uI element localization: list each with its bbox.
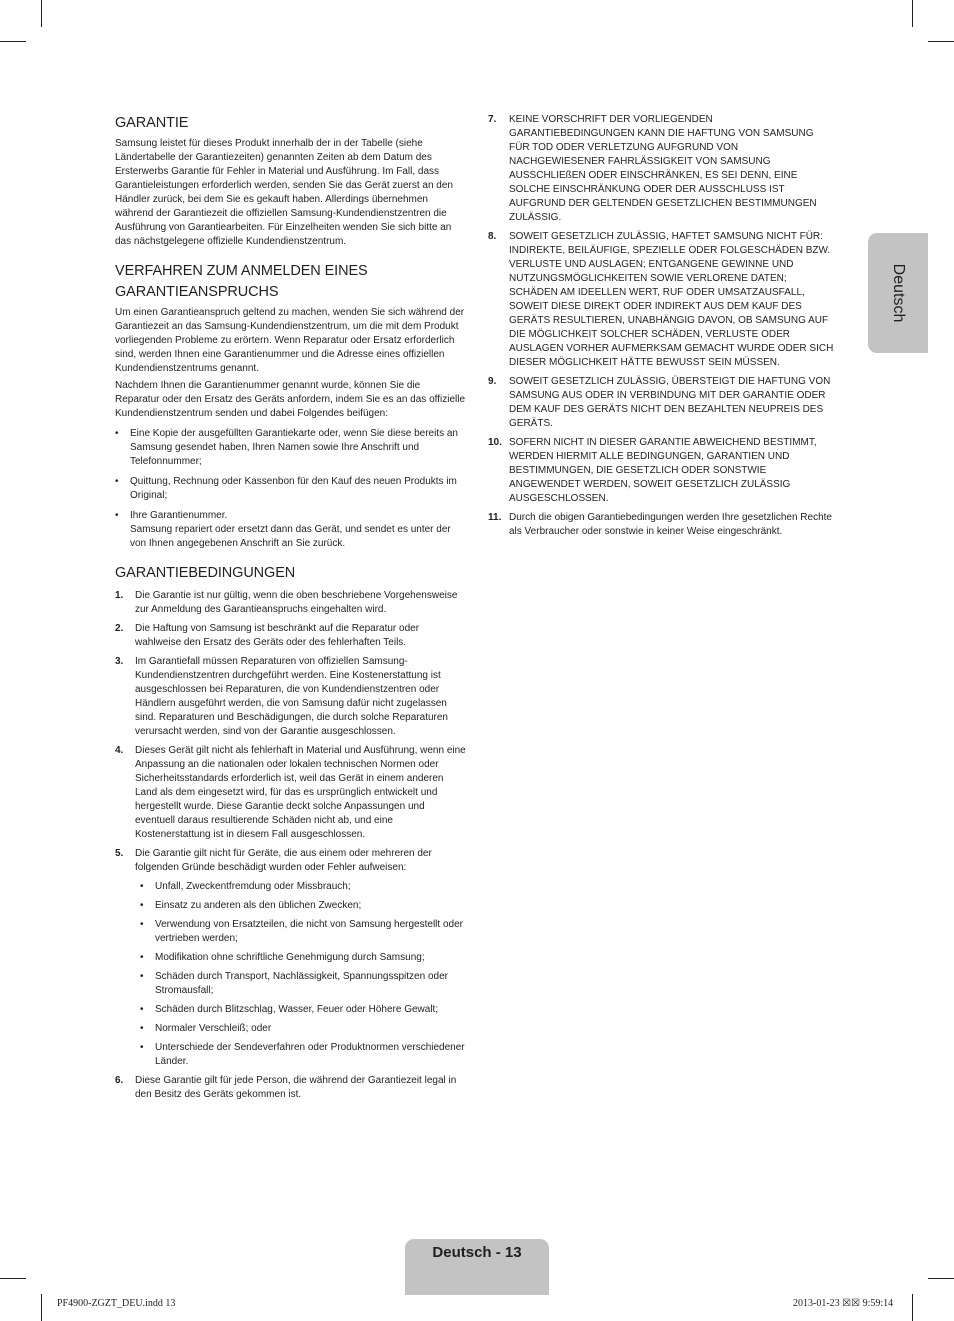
crop-mark [0, 41, 26, 42]
language-tab-label: Deutsch [890, 263, 907, 323]
sub-list-item: • Modifikation ohne schriftliche Genehmigung durch Samsung; [135, 951, 466, 965]
bedingungen-heading: GARANTIEBEDINGUNGEN [115, 565, 296, 581]
condition-item: 7. KEINE VORSCHRIFT DER VORLIEGENDEN GARANTIEBEDINGUNGEN KANN DIE HAFTUNG VON SAMSUNG FÜR TOD ODER VERLETZUNG AUFGRUND VON NACHGEWIESENER FAHRLÄSSIGKEIT VON SAMSUNG AUSSCHLIEßEN ODER EINSCHRÄNKEN, ES SEI DENN, EINE SOLCHE EINSCHRÄNKUNG ODER DER AUSSCHLUSS IST AUFGRUND DER GELTENDEN GESETZLICHEN BESTIMMUNGEN ZULÄSSIG. [488, 114, 817, 223]
right-column [488, 113, 836, 544]
list-item: • Ihre Garantienummer. Samsung repariert oder ersetzt dann das Gerät, und sendet es unter der von Ihnen angegebenen Anschrift an Sie zurück. [115, 509, 466, 551]
crop-mark [912, 1294, 913, 1321]
list-item: • Quittung, Rechnung oder Kassenbon für den Kauf des neuen Produkts im Original; [115, 475, 466, 503]
page-number: Deutsch - 13 [432, 1244, 522, 1261]
condition-item: 5. Die Garantie gilt nicht für Geräte, die aus einem oder mehreren der folgenden Gründe beschädigt wurden oder Fehler aufweisen: • Unfall, Zweckentfremdung oder Missbrauch; • Einsatz zu anderen als den üblichen Zwecken; • Verwendung von Ersatzteilen, die nicht von Samsung hergestellt oder vertrieben werden; • Modifikation ohne schriftliche Genehmigung durch Samsung; • Schäden durch Transport, Nachlässigkeit, Spannungsspitzen oder Stromausfall; • Schäden durch Blitzschlag, Wasser, Feuer oder Höhere Gewalt; • Normaler Verschleiß; oder • Unterschiede der Sendeverfahren oder Produktnormen verschiedener Länder. [115, 847, 466, 1069]
condition-item: 1. Die Garantie ist nur gültig, wenn die oben beschriebene Vorgehensweise zur Anmeldung des Garantieanspruchs eingehalten wird. [115, 590, 458, 615]
page-number-tab [405, 1239, 549, 1295]
sub-list-item: • Normaler Verschleiß; oder [135, 1022, 466, 1036]
left-column [115, 113, 466, 1102]
sub-list-item: • Verwendung von Ersatzteilen, die nicht von Samsung hergestellt oder vertrieben werden; [135, 918, 466, 946]
crop-mark [0, 1278, 26, 1279]
list-item: • Eine Kopie der ausgefüllten Garantiekarte oder, wenn Sie diese bereits an Samsung gesendet haben, Ihren Namen sowie Ihre Anschrift und Telefonnummer; [115, 427, 466, 469]
slug-filename: PF4900-ZGZT_DEU.indd 13 [57, 1298, 176, 1309]
crop-mark [41, 1294, 42, 1321]
sub-list-item: • Schäden durch Transport, Nachlässigkeit, Spannungsspitzen oder Stromausfall; [135, 970, 466, 998]
condition-item: 6. Diese Garantie gilt für jede Person, die während der Garantiezeit legal in den Besitz des Geräts gekommen ist. [115, 1075, 457, 1100]
condition-item: 11. Durch die obigen Garantiebedingungen werden Ihre gesetzlichen Rechte als Verbraucher oder sonstwie in keiner Weise eingeschränkt. [488, 512, 832, 537]
condition-item: 8. SOWEIT GESETZLICH ZULÄSSIG, HAFTET SAMSUNG NICHT FÜR: INDIREKTE, BEILÄUFIGE, SPEZIELLE ODER FOLGESCHÄDEN BZW. VERLUSTE UND AUSLAGEN; ENTGANGENE GEWINNE UND NUTZUNGSMÖGLICHKEITEN SOWIE VERLORENE DATEN; SCHÄDEN AM IDEELLEN WERT, RUF ODER UMSATZAUSFALL, SOWEIT DIESE DIREKT ODER INDIREKT AUS DEM KAUF DES GERÄTS RESULTIEREN, UNABHÄNGIG DAVON, OB SAMSUNG AUF DIE MÖGLICHKEIT SOLCHER SCHÄDEN, VERLUSTE ODER AUSLAGEN VORHER AUFMERKSAM GEMACHT WURDE ODER SICH DIESER MÖGLICHKEIT HÄTTE BEWUSST SEIN MÜSSEN. [488, 231, 834, 368]
sub-list-item: • Unfall, Zweckentfremdung oder Missbrauch; [135, 880, 466, 894]
condition-item: 10. SOFERN NICHT IN DIESER GARANTIE ABWEICHEND BESTIMMT, WERDEN HIERMIT ALLE BEDINGUNGEN, GARANTIEN UND BESTIMMUNGEN, DIE GESETZLICH ODER SONSTWIE ANGEWENDET WERDEN, SOWEIT GESETZLICH ZULÄSSIG AUSGESCHLOSSEN. [488, 437, 817, 504]
garantie-heading: GARANTIE [115, 115, 189, 131]
condition-item: 4. Dieses Gerät gilt nicht als fehlerhaft in Material und Ausführung, wenn eine Anpassung an die nationalen oder lokalen technischen Normen oder Sicherheitsstandards erforderlich ist, weil das Gerät in einem anderen Land als dem eingesetzt wird, für das es ursprünglich entwickelt und hergestellt wurde. Diese Garantie deckt solche Anpassungen und eventuell daraus resultierende Schäden nicht ab, und eine Kostenerstattung ist in diesem Fall ausgeschlossen. [115, 745, 466, 840]
crop-mark [41, 0, 42, 27]
crop-mark [912, 0, 913, 27]
condition-item: 9. SOWEIT GESETZLICH ZULÄSSIG, ÜBERSTEIGT DIE HAFTUNG VON SAMSUNG AUS ODER IN VERBINDUNG MIT DER GARANTIE ODER DEM KAUF DES GERÄTS NICHT DEN BEZAHLTEN NEUPREIS DES GERÄTS. [488, 376, 831, 429]
condition-item: 2. Die Haftung von Samsung ist beschränkt auf die Reparatur oder wahlweise den Ersatz des Geräts oder des fehlerhaften Teils. [115, 623, 420, 648]
verfahren-text-1: Um einen Garantieanspruch geltend zu machen, wenden Sie sich während der Garantiezeit an das Samsung-Kundendienstzentrum, um die mit dem Produkt vorliegenden Probleme zu erörtern. Wenn Reparatur oder Ersatz erforderlich sind, werden Ihnen eine Garantienummer und die Adresse eines offiziellen Kundendienstzentrums genannt. [115, 307, 465, 374]
verfahren-heading: VERFAHREN ZUM ANMELDEN EINES GARANTIEANSPRUCHS [115, 263, 368, 300]
condition-item: 3. Im Garantiefall müssen Reparaturen von offiziellen Samsung-Kundendienstzentren durchgeführt werden. Eine Kostenerstattung ist ausgeschlossen bei Reparaturen, die von Kundendienstzentren oder Händlern ausgeführt werden, die von Samsung dafür nicht zugelassen sind. Reparaturen und Beschädigungen, die durch solche Reparaturen verursacht werden, sind von der Garantie ausgeschlossen. [115, 656, 448, 737]
slug-timestamp: 2013-01-23 ☒☒ 9:59:14 [793, 1298, 894, 1309]
crop-mark [928, 41, 954, 42]
crop-mark [928, 1278, 954, 1279]
verfahren-text-2: Nachdem Ihnen die Garantienummer genannt wurde, können Sie die Reparatur oder den Ersatz des Geräts anfordern, indem Sie es an das offizielle Kundendienstzentrum senden und dabei Folgendes beifügen: [115, 380, 466, 419]
sub-list-item: • Unterschiede der Sendeverfahren oder Produktnormen verschiedener Länder. [135, 1041, 466, 1069]
sub-list-item: • Einsatz zu anderen als den üblichen Zwecken; [135, 899, 466, 913]
garantie-text: Samsung leistet für dieses Produkt innerhalb der in der Tabelle (siehe Ländertabelle der Garantiezeiten) genannten Zeiten ab dem Datum des Ersterwerbs Garantie für Fehler in Material und Ausführung. Im Fall, dass Garantieleistungen erforderlich werden, senden Sie das Gerät zuerst an den Händler zurück, bei dem Sie es gekauft haben. Allerdings übernehmen während der Garantiezeit die offiziellen Samsung-Kundendienstzentren die Ausführung von Garantiearbeiten. Für Einzelheiten wenden Sie sich bitte an das nächstgelegene offizielle Kundendienstzentrum. [115, 138, 453, 247]
sub-list-item: • Schäden durch Blitzschlag, Wasser, Feuer oder Höhere Gewalt; [135, 1003, 466, 1017]
language-side-tab [868, 233, 928, 353]
